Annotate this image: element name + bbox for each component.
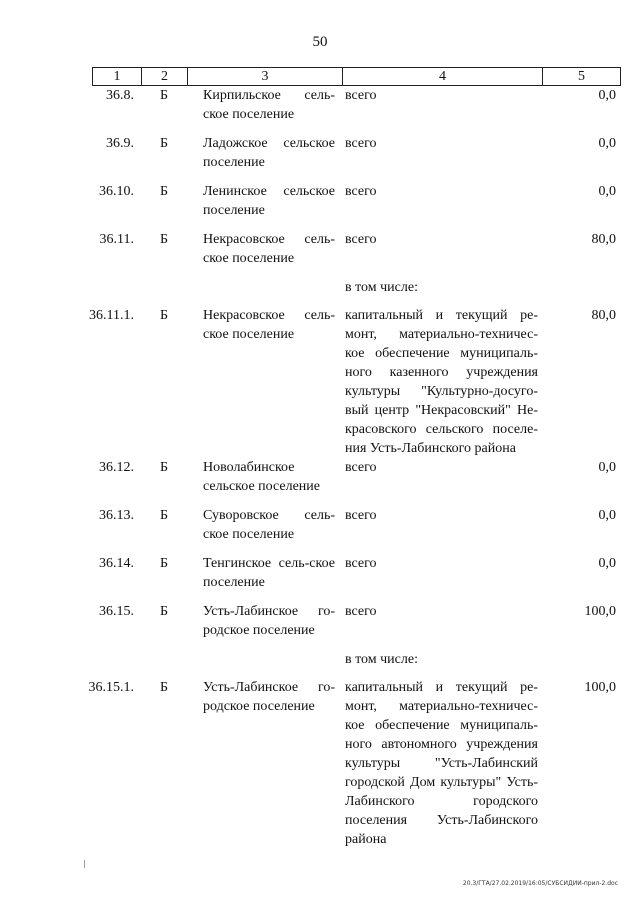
row-description: всего [345, 184, 377, 199]
row-description: всего [345, 88, 377, 103]
row-category: Б [160, 508, 169, 523]
row-number: 36.9. [106, 136, 134, 151]
row-description: капитальный и текущий ре-монт, материально-техничес-кое обеспечение муниципаль-ного автономного учреждения культуры "Усть-Лабинский городской Дом культуры" Усть-Лабинского городского поселения Усть-Лабинского района [345, 680, 538, 847]
row-value: 80,0 [591, 308, 616, 323]
row-value: 0,0 [598, 460, 616, 475]
row-category: Б [160, 680, 169, 695]
row-description: всего [345, 460, 377, 475]
row-value: 0,0 [598, 556, 616, 571]
row-value: 100,0 [584, 604, 616, 619]
row-value: 0,0 [598, 508, 616, 523]
row-subheading: в том числе: [345, 280, 418, 295]
row-name: Ленинское сельское поселение [203, 184, 335, 218]
table-header-row [92, 67, 621, 86]
row-number: 36.14. [99, 556, 134, 571]
row-name: Кирпильское сель-ское поселение [203, 88, 335, 122]
row-value: 80,0 [591, 232, 616, 247]
row-description: всего [345, 136, 377, 151]
row-category: Б [160, 604, 169, 619]
row-name: Новолабинское сельское поселение [203, 460, 320, 494]
row-category: Б [160, 88, 169, 103]
row-category: Б [160, 308, 169, 323]
row-description: всего [345, 508, 377, 523]
row-name: Усть-Лабинское го-родское поселение [203, 604, 335, 638]
row-category: Б [160, 136, 169, 151]
header-col-1: 1 [93, 68, 142, 85]
row-description: всего [345, 556, 377, 571]
row-value: 0,0 [598, 184, 616, 199]
row-name: Тенгинское сель-ское поселение [203, 556, 335, 590]
row-value: 0,0 [598, 88, 616, 103]
row-value: 100,0 [584, 680, 616, 695]
header-col-3: 3 [188, 68, 343, 85]
row-category: Б [160, 460, 169, 475]
row-number: 36.8. [106, 88, 134, 103]
row-category: Б [160, 556, 169, 571]
row-category: Б [160, 232, 169, 247]
page-number: 50 [312, 34, 328, 50]
margin-mark [84, 860, 85, 868]
row-name: Ладожское сельское поселение [203, 136, 335, 170]
document-footer: 20.3/ГТА/27.02.2019/16:05/СУБСИДИИ-прил-2.doc [462, 880, 618, 887]
row-subheading: в том числе: [345, 652, 418, 667]
row-name: Усть-Лабинское го-родское поселение [203, 680, 335, 714]
row-number: 36.10. [99, 184, 134, 199]
row-number: 36.12. [99, 460, 134, 475]
row-number: 36.11. [99, 232, 134, 247]
row-description: капитальный и текущий ре-монт, материально-техничес-кое обеспечение муниципаль-ного казенного учреждения культуры "Культурно-досуго-вый центр "Некрасовский" Не-красовского сельского поселе-ния Усть-Лабинского района [345, 308, 538, 456]
header-col-4: 4 [343, 68, 543, 85]
row-number: 36.13. [99, 508, 134, 523]
row-description: всего [345, 604, 377, 619]
header-col-5: 5 [578, 69, 585, 84]
row-number: 36.15. [99, 604, 134, 619]
row-name: Некрасовское сель-ское поселение [203, 308, 335, 342]
row-number: 36.11.1. [89, 308, 134, 323]
row-value: 0,0 [598, 136, 616, 151]
header-col-2: 2 [142, 68, 188, 85]
row-description: всего [345, 232, 377, 247]
row-category: Б [160, 184, 169, 199]
row-name: Суворовское сель-ское поселение [203, 508, 335, 542]
row-number: 36.15.1. [88, 680, 134, 695]
row-name: Некрасовское сель-ское поселение [203, 232, 335, 266]
